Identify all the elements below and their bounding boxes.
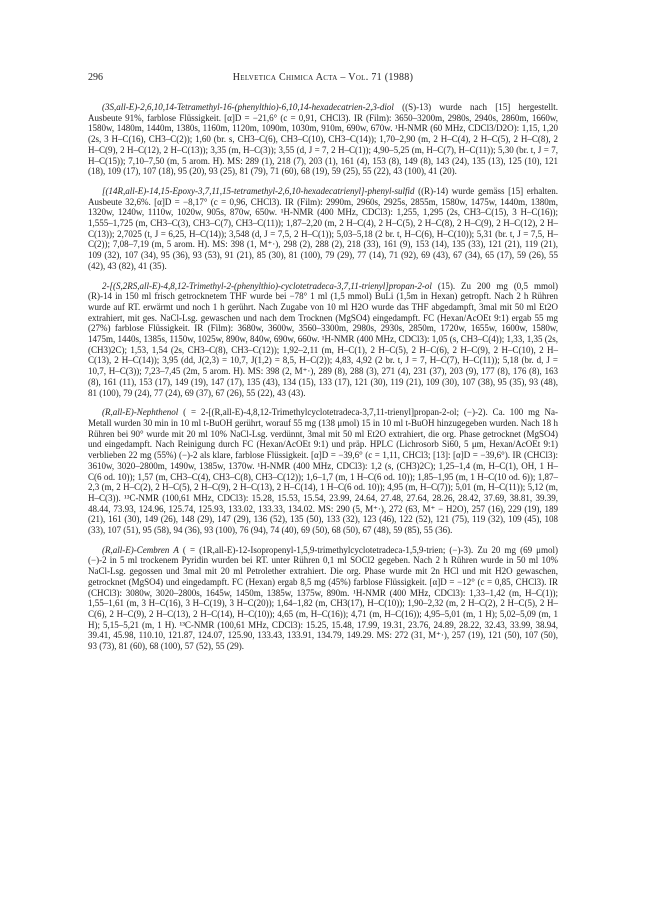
compound-paragraph: [88, 545, 558, 652]
article-body: [88, 102, 558, 661]
paragraph-text: ( = 2-[(R,all-E)-4,8,12-Trimethylcyclotetradeca-3,7,11-trienyl]propan-2-ol; (−)-2). Ca. 100 mg Na-Metall wurden 30 min in 10 ml t-BuOH gerührt, worauf 55 mg (138 μmol) 15 in 10 ml t-BuOH hinzugegeben wurden. Nach 18 h Rühren bei 90° wurde mit 20 ml 10% NaCl-Lsg. verdünnt, 3mal mit 50 ml Et2O extrahiert, die org. Phase getrocknet (MgSO4) und eingedampft. Nach Reinigung durch FC (Hexan/AcOEt 9:1) und präp. HPLC (Lichrosorb Si60, 5 μm, Hexan/AcOEt 9:1) verblieben 22 mg (55%) (−)-2 als klare, farblose Flüssigkeit. [α]D = −39,6° (c = 1,11, CHCl3; [13]: [α]D = −39,6°). IR (CHCl3): 3610w, 3020–2800m, 1490w, 1385w, 1370w. ¹H-NMR (400 MHz, CDCl3): 1,2 (s, (CH3)2C); 1,25–1,4 (m, H–C(1), OH, 1 H–C(6 od. 10)); 1,57 (m, CH3–C(4), CH3–C(8), CH3–C(12)); 1,6–1,7 (m, 1 H–C(6 od. 10)); 1,85–1,95 (m, 1 H–C(10 od. 6)); 1,87–2,3 (m, 2 H–C(2), 2 H–C(5), 2 H–C(9), 2 H–C(13), 2 H–C(14), 1 H–C(6 od. 10)); 4,95 (m, H–C(7)); 5,01 (m, H–C(11)); 5,12 (m, H–C(3)). ¹³C-NMR (100,61 MHz, CDCl3): 15.28, 15.53, 15.54, 23.99, 24.64, 27.48, 27.64, 28.26, 28.42, 37.69, 38.81, 39.39, 48.44, 73.93, 124.96, 125.74, 125.93, 133.02, 133.33, 134.02. MS: 290 (5, M⁺·), 272 (63, M⁺ − H2O), 257 (16), 229 (19), 189 (21), 161 (30), 149 (26), 148 (29), 147 (29), 136 (52), 135 (50), 133 (32), 123 (46), 122 (52), 121 (75), 119 (32), 109 (45), 108 (33), 107 (51), 95 (58), 94 (36), 93 (100), 76 (94), 74 (40), 69 (50), 68 (50), 67 (48), 59 (85), 55 (36).: [88, 407, 558, 536]
compound-name: (R,all-E)-Cembren A: [102, 544, 179, 555]
compound-name: (3S,all-E)-2,6,10,14-Tetramethyl-16-(phenylthio)-6,10,14-hexadecatrien-2,3-diol: [102, 102, 394, 112]
compound-paragraph: [88, 102, 558, 177]
compound-paragraph: [88, 186, 558, 272]
compound-paragraph: [88, 281, 558, 399]
paragraph-text: ((R)-14) wurde gemäss [15] erhalten. Ausbeute 32,6%. [α]D = −8,17° (c = 0,96, CHCl3). IR (Film): 2990m, 2960s, 2925s, 2855m, 1580w, 1475w, 1440m, 1380m, 1320w, 1240w, 1110w, 1020w, 905s, 870w, 650w. ¹H-NMR (400 MHz, CDCl3): 1,255, 1,295 (2s, CH3–C(15), 3 H–C(16)); 1,555–1,725 (m, CH3–C(3), CH3–C(7), CH3–C(11)); 1,87–2,20 (m, 2 H–C(4), 2 H–C(5), 2 H–C(8), 2 H–C(9), 2 H–C(12), 2 H–C(13)); 2,7025 (t, J = 6,25, H–C(14)); 3,548 (d, J = 7,5, 2 H–C(1)); 5,03–5,18 (2 br. t, H–C(6), H–C(10)); 5,31 (br. t, J = 7,5, H–C(2)); 7,08–7,19 (m, 5 arom. H). MS: 398 (1, M⁺·), 298 (2), 288 (2), 218 (33), 161 (9), 153 (14), 135 (33), 121 (21), 119 (21), 109 (32), 107 (34), 95 (36), 93 (53), 91 (21), 85 (30), 81 (100), 79 (29), 77 (14), 71 (92), 69 (43), 67 (34), 65 (17), 59 (26), 55 (42), 43 (82), 41 (35).: [88, 185, 558, 271]
page-header: [88, 72, 558, 86]
running-head: Helvetica Chimica Acta – Vol. 71 (1988): [232, 72, 414, 83]
compound-name: [(14R,all-E)-14,15-Epoxy-3,7,11,15-tetramethyl-2,6,10-hexadecatrienyl]-phenyl-sulfid: [102, 185, 415, 196]
compound-name: 2-[(S,2RS,all-E)-4,8,12-Trimethyl-2-(phenylthio)-cyclotetradeca-3,7,11-trienyl]propan-2-ol: [102, 280, 432, 291]
page-number: 296: [88, 72, 103, 83]
paragraph-text: (15). Zu 200 mg (0,5 mmol) (R)-14 in 150 ml frisch getrocknetem THF wurde bei −78° 1 ml (1,5 mmol) BuLi (1,5m in Hexan) getropft. Nach 2 h Rühren wurde auf RT. erwärmt und noch 1 h gerührt. Nach Zugabe von 10 ml H2O wurde das THF abgedampft, 3mal mit 50 ml Et2O extrahiert, mit ges. NaCl-Lsg. gewaschen und nach dem Trocknen (MgSO4) eingedampft. FC (Hexan/AcOEt 9:1) ergab 55 mg (27%) farblose Flüssigkeit. IR (Film): 3680w, 3600w, 3560–3300m, 2980s, 2930s, 2850m, 1720w, 1655w, 1600w, 1580w, 1475m, 1440s, 1385s, 1150w, 1025w, 890w, 840w, 690w, 660w. ¹H-NMR (400 MHz, CDCl3): 1,05 (s, CH3–C(4)); 1,33, 1,35 (2s, (CH3)2C); 1,53, 1,54 (2s, CH3–C(8), CH3–C(12)); 1,92–2,11 (m, H–C(1), 2 H–C(5), 2 H–C(6), 2 H–C(9), 2 H–C(10), 2 H–C(13), 2 H–C(14)); 3,95 (dd, J(2,3) = 10,7, J(1,2) = 8,5, H–C(2)); 4,83, 4,92 (2 br. t, J = 7, H–C(7), H–C(11)); 5,18 (br. d, J = 10,7, H–C(3)); 7,23–7,45 (2m, 5 arom. H). MS: 398 (2, M⁺·), 289 (8), 288 (3), 271 (4), 231 (37), 203 (9), 177 (8), 176 (8), 163 (8), 161 (11), 153 (17), 149 (19), 147 (17), 135 (43), 134 (15), 133 (17), 121 (30), 119 (21), 109 (30), 107 (38), 95 (35), 93 (48), 81 (100), 79 (24), 77 (24), 69 (37), 67 (26), 55 (22), 43 (43).: [88, 280, 558, 398]
paragraph-text: ((S)-13) wurde nach [15] hergestellt. Ausbeute 91%, farblose Flüssigkeit. [α]D = −21,6° (c = 0,91, CHCl3). IR (Film): 3650–3200m, 2980s, 2940s, 2860m, 1660w, 1580w, 1480m, 1440m, 1380s, 1160m, 1120m, 1090m, 1030m, 910m, 690w, 670w. ¹H-NMR (60 MHz, CDCl3/D2O): 1,15, 1,20 (2s, 3 H–C(16), CH3–C(2)); 1,60 (br. s, CH3–C(6), CH3–C(10), CH3–C(14)); 1,70–2,90 (m, 2 H–C(4), 2 H–C(5), 2 H–C(8), 2 H–C(9), 2 H–C(12), 2 H–C(13)); 3,35 (m, H–C(3)); 3,55 (d, J = 7, 2 H–C(1)); 4,90–5,25 (m, H–C(7), H–C(11)); 5,30 (br. t, J = 7, H–C(15)); 7,10–7,50 (m, 5 arom. H). MS: 289 (1), 218 (7), 203 (1), 161 (4), 153 (8), 149 (8), 143 (24), 135 (13), 125 (10), 121 (18), 109 (17), 107 (18), 95 (20), 93 (25), 81 (79), 71 (60), 68 (19), 59 (25), 55 (22), 43 (100), 41 (20).: [88, 102, 558, 177]
compound-name: (R,all-E)-Nephthenol: [102, 407, 179, 418]
compound-paragraph: [88, 407, 558, 535]
paragraph-text: ( = (1R,all-E)-12-Isopropenyl-1,5,9-trimethylcyclotetradeca-1,5,9-trien; (−)-3). Zu 20 mg (69 μmol) (−)-2 in 5 ml trockenem Pyridin wurden bei RT. unter Rühren 0,1 ml SOCl2 gegeben. Nach 2 h Rühren wurde in 50 ml 10% NaCl-Lsg. gegossen und 3mal mit 20 ml Petrolether extrahiert. Die org. Phase wurde mit 2n HCl und mit H2O gewaschen, getrocknet (MgSO4) und eingedampft. FC (Hexan) ergab 8,5 mg (45%) farblose Flüssigkeit. [α]D = −12° (c = 0,85, CHCl3). IR (CHCl3): 3080w, 3020–2800s, 1645w, 1450m, 1385w, 1375w, 890m. ¹H-NMR (400 MHz, CDCl3): 1,33–1,42 (m, H–C(1)); 1,55–1,61 (m, 3 H–C(16), 3 H–C(19), 3 H–C(20)); 1,64–1,82 (m, CH3(17), H–C(10)); 1,90–2,32 (m, 2 H–C(2), 2 H–C(5), 2 H–C(6), 2 H–C(9), 2 H–C(13), 2 H–C(14), H–C(10)); 4,65 (m, H–C(16)); 4,71 (m, H–C(16)); 4,95–5,01 (m, 1 H); 5,02–5,09 (m, 1 H); 5,15–5,21 (m, 1 H). ¹³C-NMR (100,61 MHz, CDCl3): 15.25, 15.48, 17.99, 19.31, 23.76, 24.89, 28.22, 32.43, 33.99, 38.94, 39.41, 45.98, 110.10, 121.87, 124.07, 125.90, 133.43, 133.91, 134.79, 149.29. MS: 272 (31, M⁺·), 257 (19), 121 (50), 107 (50), 93 (73), 81 (60), 68 (100), 57 (52), 55 (29).: [88, 544, 558, 652]
